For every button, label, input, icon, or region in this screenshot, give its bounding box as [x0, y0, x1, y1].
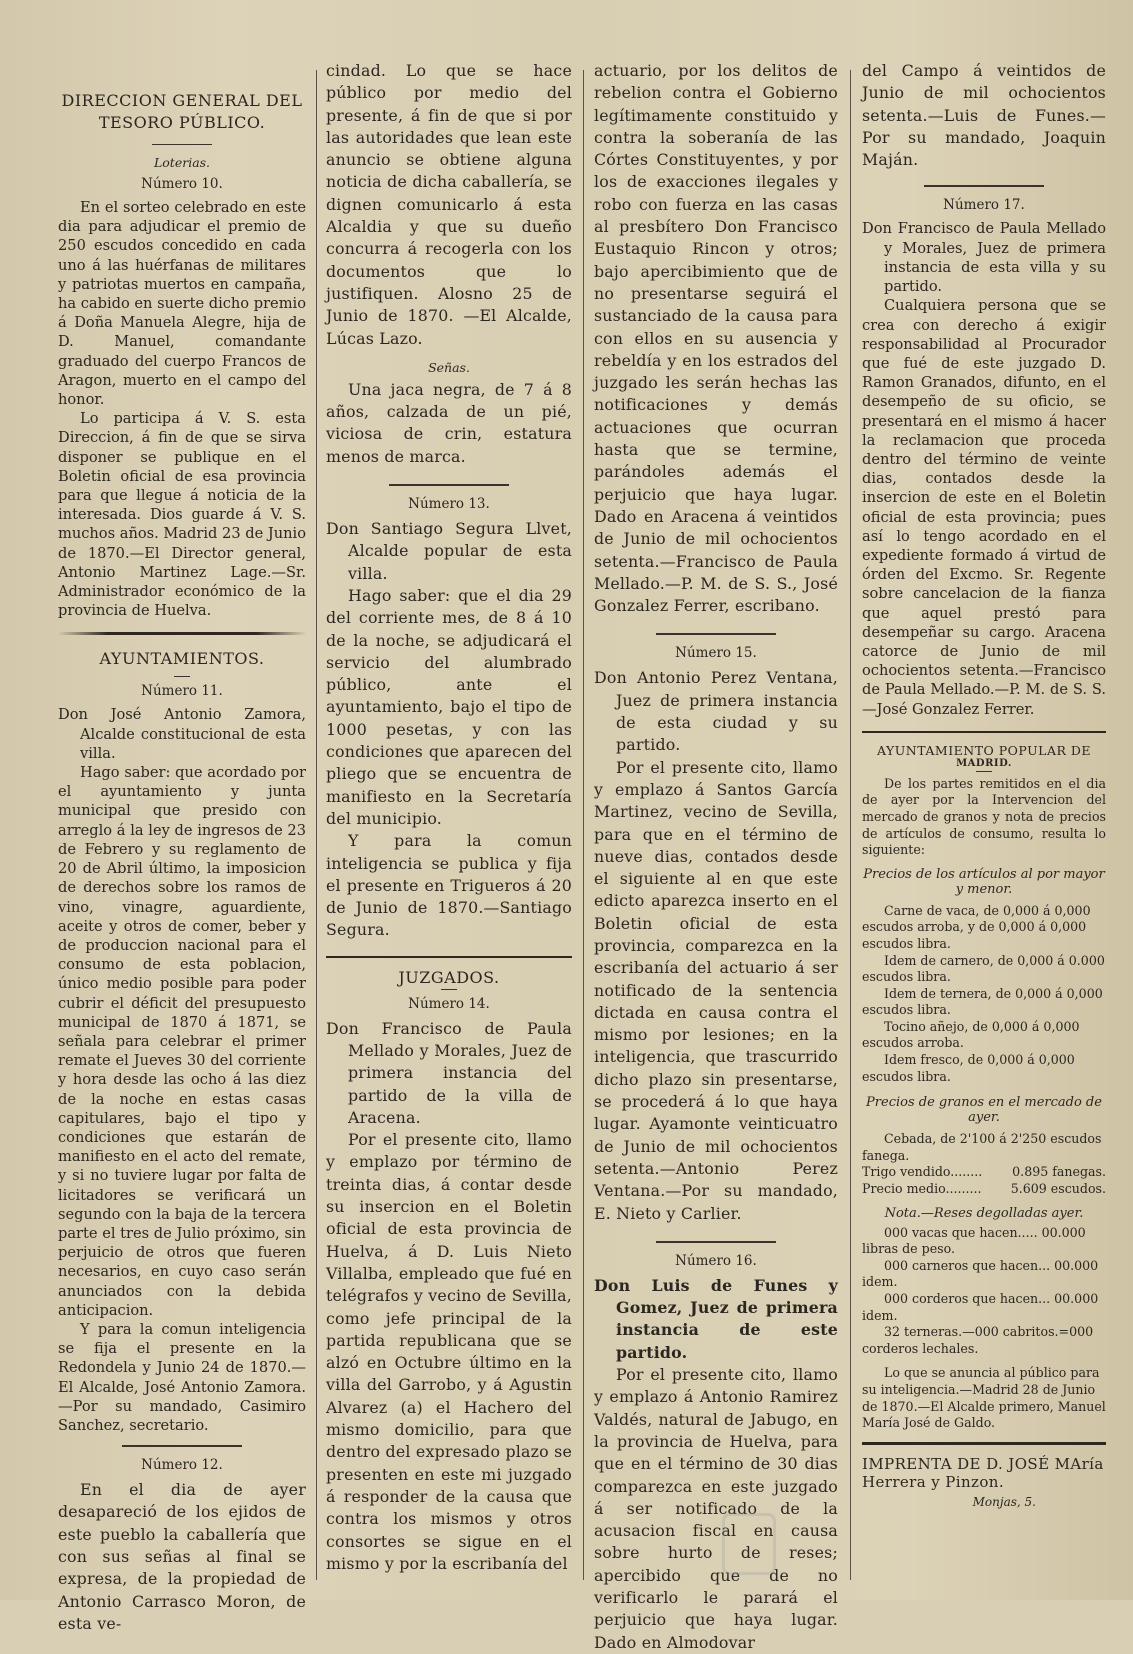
column-2: [326, 60, 572, 1585]
subsection-title: Señas.: [428, 359, 470, 375]
price-label: Trigo vendido........: [862, 1164, 983, 1180]
price-row: [862, 1181, 1106, 1198]
price-label: Precio medio.........: [862, 1181, 982, 1197]
watermark: [720, 1515, 1060, 1575]
paragraph: Hago saber: que acordado por el ayuntamiento y junta municipal que presido con arreglo á la ley de ingresos de 23 de Febrero y su reglamento de 20 de Abril último, la imposicion de derechos sobre los ramos de vino, vinagre, aguardiente, aceite y otros de comer, beber y de produccion nacional para el consumo de esta poblacion, único medio posible para poder cubrir el déficit del presupuesto municipal de 1870 á 1871, se señala para celebrar el primer remate el Jueves 30 del corriente y hora desde las ocho á las diez de la noche en estas casas capitulares, bajo el tipo y condiciones que estarán de manifiesto en el acto del remate, y si no tuviere lugar por falta de licitadores se verificará un segundo con la baja de la tercera parte el tres de Julio próximo, sin perjuicio de otros que fueren necesarios, en cuyo caso serán anunciados con la debida anticipacion.: [58, 764, 306, 1319]
divider: [326, 956, 572, 958]
price-value: 5.609 escudos.: [1010, 1181, 1106, 1197]
imprint: IMPRENTA DE D. JOSÉ MAría Herrera y Pinzon.: [862, 1454, 1104, 1491]
price-line: Carne de vaca, de 0,000 á 0,000 escudos arroba, y de 0,000 á 0,000 escudos libra.: [862, 902, 1091, 951]
subsection-title: Loterias.: [153, 155, 211, 170]
column-4: [862, 60, 1106, 1585]
price-line: 000 carneros que hacen... 00.000 idem.: [862, 1257, 1099, 1290]
price-line: Cebada, de 2'100 á 2'250 escudos fanega.: [862, 1131, 1102, 1163]
subsection-title: Precios de los artículos al por mayor y menor.: [863, 866, 1105, 897]
subsection-title: Nota.—Reses degolladas ayer.: [884, 1205, 1084, 1221]
divider: [58, 632, 306, 635]
price-line: Tocino añejo, de 0,000 á 0,000 escudos arroba.: [862, 1018, 1080, 1051]
divider: [656, 1241, 776, 1243]
paragraph: Y para la comun inteligencia se fija el presente en la Redondela y Junio 24 de 1870.—El Alcalde, José Antonio Zamora.—Por su mandado, Casimiro Sanchez, secretario.: [58, 1320, 306, 1434]
divider: [862, 731, 1106, 733]
paragraph: del Campo á veintidos de Junio de mil ochocientos setenta.—Luis de Funes.—Por su mandado, Joaquin Maján.: [862, 61, 1106, 170]
section-heading: AYUNTAMIENTOS.: [99, 649, 265, 669]
imprint-address: Monjas, 5.: [972, 1494, 1036, 1509]
item-number: Número 15.: [675, 645, 757, 662]
divider: [656, 633, 776, 635]
section-heading: DIRECCION GENERAL DEL TESORO PÚBLICO.: [61, 91, 303, 132]
price-line: Idem de ternera, de 0,000 á 0,000 escudos libra.: [862, 985, 1103, 1018]
paragraph: cindad. Lo que se hace público por medio del presente, á fin de que si por las autoridades que lean este anuncio se obtiene alguna noticia de dicha caballería, se dignen comunicarlo á esta Alcaldia y que su dueño concurra á recogerla con los documentos que lo justifiquen. Alosno 25 de Junio de 1870. —El Alcalde, Lúcas Lazo.: [326, 61, 572, 348]
section-heading: JUZGADOS.: [398, 967, 500, 987]
item-number: Número 13.: [408, 496, 490, 513]
section-heading: MADRID.: [956, 757, 1012, 769]
divider: [122, 1445, 242, 1447]
column-1: [58, 60, 306, 1633]
item-number: Número 16.: [675, 1252, 757, 1269]
divider: [152, 144, 212, 145]
price-line: 32 terneras.—000 cabritos.=000 corderos lechales.: [862, 1324, 1094, 1356]
paragraph: Lo que se anuncia al público para su inteligencia.—Madrid 28 de Junio de 1870.—El Alcalde primero, Manuel María José de Galdo.: [862, 1365, 1106, 1431]
paragraph: Por el presente cito, llamo y emplazo á Antonio Ramirez Valdés, natural de Jabugo, en la provincia de Huelva, para que en el término de 30 dias comparezca en este juzgado á ser notificado de la acusacion fiscal en causa sobre hurto de reses; apercibido que de no verificarlo le parará el perjuicio que haya lugar. Dado en Almodovar: [594, 1365, 838, 1652]
paragraph: Don Francisco de Paula Mellado y Morales, Juez de primera instancia del partido de la villa de Aracena.: [326, 1018, 572, 1127]
paragraph: Cualquiera persona que se crea con derecho á exigir responsabilidad al Procurador que fué de este juzgado D. Ramon Granados, difunto, en el desempeño de su oficio, se presentará en el mismo á hacer la reclamacion que proceda dentro del término de veinte dias, contados desde la insercion de este en el Boletin oficial de esta provincia; pues así lo tengo acordado en el expediente formado á virtud de órden del Excmo. Sr. Regente sobre cancelacion de la fianza que aquel prestó para desempeñar su cargo. Aracena catorce de Junio de mil ochocientos setenta.—Francisco de Paula Mellado.—P. M. de S. S.—José Gonzalez Ferrer.: [862, 297, 1106, 718]
price-line: 000 vacas que hacen..... 00.000 libras de peso.: [862, 1224, 1086, 1257]
paragraph: Don Santiago Segura Llvet, Alcalde popular de esta villa.: [326, 519, 572, 583]
paragraph: Por el presente cito, llamo y emplazo por término de treinta dias, á contar desde su insercion en el Boletin oficial de esta provincia de Huelva, á D. Luis Nieto Villalba, empleado que fué en telégrafos y vecino de Sevilla, como jefe principal de la partida republicana que se alzó en Octubre último en la villa del Garrobo, y á Agustin Alvarez (a) el Hachero del mismo domicilio, para que dentro del expresado plazo se presenten en este mi juzgado á responder de la causa que contra los mismos y otros consortes se sigue en el mismo y por la escribanía del: [326, 1130, 572, 1573]
divider: [441, 989, 457, 990]
paragraph: Hago saber: que el dia 29 del corriente mes, de 8 á 10 de la noche, se adjudicará el servicio del alumbrado público, ante el ayuntamiento, bajo el tipo de 1000 pesetas, y con las condiciones que aparecen del pliego que se encuentra de manifiesto en la Secretaría del municipio.: [326, 585, 572, 828]
divider: [862, 1442, 1106, 1445]
subsection-title: Precios de granos en el mercado de ayer.: [866, 1095, 1102, 1126]
price-line: Idem fresco, de 0,000 á 0,000 escudos libra.: [862, 1052, 1075, 1084]
section-heading: AYUNTAMIENTO POPULAR DE: [876, 742, 1092, 758]
paragraph: Don Antonio Perez Ventana, Juez de primera instancia de esta ciudad y su partido.: [594, 668, 838, 755]
divider: [976, 771, 992, 772]
paragraph: actuario, por los delitos de rebelion contra el Gobierno legítimamente constituido y contra la soberanía de las Córtes Constituyentes, y por los de exacciones ilegales y robo con fuerza en las casas al presbítero Don Francisco Eustaquio Rincon y otros; bajo apercibimiento que de no presentarse seguirá el sustanciado de la causa para con ellos en su ausencia y rebeldía y en los estrados del juzgado les serán hechas las notificaciones y demás actuaciones que ocurran hasta que se termine, parándoles además el perjuicio que haya lugar. Dado en Aracena á veintidos de Junio de mil ochocientos setenta.—Francisco de Paula Mellado.—P. M. de S. S., José Gonzalez Ferrer, escribano.: [594, 61, 838, 616]
paragraph: Don Francisco de Paula Mellado y Morales, Juez de primera instancia de esta villa y su partido.: [862, 220, 1106, 296]
price-row: [862, 1164, 1106, 1181]
paragraph: En el dia de ayer desapareció de los ejidos de este pueblo la caballería que con sus señas al final se expresa, de la propiedad de Antonio Carrasco Moron, de esta ve-: [58, 1480, 306, 1633]
item-number: Número 10.: [141, 176, 223, 192]
price-line: 000 corderos que hacen... 00.000 idem.: [862, 1291, 1099, 1323]
paragraph: De los partes remitidos en el dia de ayer por la Intervencion del mercado de granos y nota de precios de artículos de consumo, resulta lo siguiente:: [862, 775, 1106, 858]
column-3: [594, 60, 838, 1652]
column-rule: [316, 70, 317, 1580]
item-number: Número 12.: [141, 1457, 223, 1474]
item-number: Número 14.: [408, 995, 490, 1012]
paragraph: Y para la comun inteligencia se publica y fija el presente en Trigueros á 20 de Junio de 1870.—Santiago Segura.: [326, 831, 572, 940]
item-number: Número 11.: [141, 683, 223, 700]
paragraph: Por el presente cito, llamo y emplazo á Santos García Martinez, vecino de Sevilla, para que en el término de nueve dias, contados desde el siguiente al en que este edicto aparezca inserto en el Boletin oficial de esta provincia, comparezca en la escribanía del actuario á ser notificado de la sentencia dictada en causa contra el mismo por lesiones; en la inteligencia, que trascurrido dicho plazo sin presentarse, se procederá á lo que haya lugar. Ayamonte veinticuatro de Junio de mil ochocientos setenta.—Antonio Perez Ventana.—Por su mandado, E. Nieto y Carlier.: [594, 757, 838, 1223]
divider: [174, 676, 190, 677]
paragraph: Don José Antonio Zamora, Alcalde constitucional de esta villa.: [58, 706, 306, 762]
paragraph: Lo participa á V. S. esta Direccion, á fin de que se sirva disponer se publique en el Boletin oficial de esa provincia para que llegue á noticia de la interesada. Dios guarde á V. S. muchos años. Madrid 23 de Junio de 1870.—El Director general, Antonio Martinez Lage.—Sr. Administrador económico de la provincia de Huelva.: [58, 410, 306, 620]
divider: [924, 185, 1044, 187]
paragraph: Una jaca negra, de 7 á 8 años, calzada de un pié, viciosa de crin, estatura menos de marca.: [326, 379, 572, 466]
column-rule: [583, 70, 584, 1580]
paragraph: En el sorteo celebrado en este dia para adjudicar el premio de 250 escudos concedido en cada uno á las huérfanas de militares y patriotas muertos en campaña, ha cabido en suerte dicho premio á Doña Manuela Alegre, hija de D. Manuel, comandante graduado del cuerpo Francos de Aragon, muerto en el campo del honor.: [58, 199, 306, 409]
price-line: Idem de carnero, de 0,000 á 0.000 escudos libra.: [862, 952, 1105, 985]
price-value: 0.895 fanegas.: [1012, 1164, 1106, 1180]
item-number: Número 17.: [943, 197, 1025, 214]
column-rule: [850, 70, 851, 1580]
divider: [389, 484, 509, 486]
paragraph: Don Luis de Funes y Gomez, Juez de primera instancia de este partido.: [594, 1275, 838, 1362]
